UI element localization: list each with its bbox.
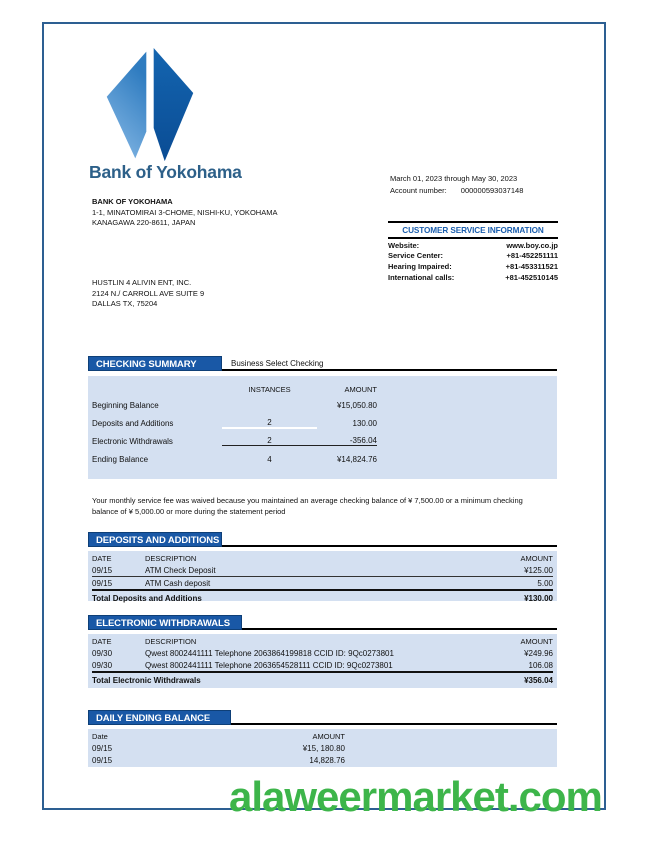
- deposits-total-amount: ¥130.00: [524, 593, 553, 603]
- withdrawals-col-amount: AMOUNT: [520, 637, 553, 646]
- daily-balance-header-rule: [231, 710, 557, 725]
- summary-row-deposits: Deposits and Additions 2 130.00: [92, 417, 377, 428]
- daily-balance-table: [88, 729, 557, 767]
- customer-service-row: [388, 262, 558, 273]
- deposit-row: 09/15 ATM Check Deposit ¥125.00: [92, 565, 553, 575]
- service-fee-note: Your monthly service fee was waived because you maintained an average checking balance of ¥ 7,500.00 or a minimum checking balance of ¥ 5,000.00 or more during the statement period: [92, 496, 523, 516]
- checking-summary-title: CHECKING SUMMARY: [88, 356, 222, 371]
- account-number-label: Account number:: [390, 185, 447, 195]
- deposits-col-date: DATE: [92, 554, 112, 563]
- daily-col-amount: AMOUNT: [312, 732, 345, 741]
- deposits-header-row: [92, 553, 553, 564]
- customer-service-row: [388, 251, 558, 262]
- withdrawals-total-label: Total Electronic Withdrawals: [92, 675, 201, 685]
- customer-service-row: [388, 273, 558, 284]
- customer-service-row: [388, 241, 558, 252]
- daily-col-date: Date: [92, 732, 108, 741]
- watermark: alaweermarket.com: [229, 773, 602, 820]
- withdrawals-section: [88, 615, 557, 630]
- withdrawals-col-description: DESCRIPTION: [145, 637, 197, 646]
- recipient-city: DALLAS TX, 75204: [92, 299, 158, 308]
- bank-logo-icon: [104, 46, 196, 164]
- withdrawals-header-row: [92, 636, 553, 647]
- recipient-street: 2124 N./ CARROLL AVE SUITE 9: [92, 288, 205, 298]
- service-label: Website:: [388, 240, 420, 250]
- statement-meta: [390, 173, 523, 196]
- deposits-title: DEPOSITS AND ADDITIONS: [88, 532, 222, 547]
- daily-balance-section: [88, 710, 557, 725]
- statement-period: March 01, 2023 through May 30, 2023: [390, 174, 518, 183]
- withdrawals-col-date: DATE: [92, 637, 112, 646]
- withdrawal-row: 09/30 Qwest 8002441111 Telephone 2063864199818 CCID ID: 9Qc0273801 ¥249.96: [92, 648, 553, 658]
- deposits-header-rule: [222, 532, 557, 547]
- statement-page: [42, 22, 606, 820]
- daily-balance-title: DAILY ENDING BALANCE: [88, 710, 231, 725]
- customer-service-rows: [388, 239, 558, 284]
- checking-summary-subtitle: Business Select Checking: [222, 356, 557, 371]
- summary-row-beginning-balance: Beginning Balance ¥15,050.80: [92, 400, 377, 410]
- deposits-col-description: DESCRIPTION: [145, 554, 197, 563]
- daily-balance-header-row: [92, 731, 553, 742]
- service-value: www.boy.co.jp: [506, 240, 558, 250]
- checking-summary-header: [88, 356, 557, 371]
- bank-address-street: 1-1, MINATOMIRAI 3-CHOME, NISHI-KU, YOKOHAMA: [92, 207, 278, 217]
- service-value: +81-452251111: [506, 251, 558, 261]
- deposits-col-amount: AMOUNT: [520, 554, 553, 563]
- bank-address: [92, 197, 277, 229]
- daily-balance-header: [88, 710, 557, 725]
- withdrawals-header-rule: [242, 615, 557, 630]
- daily-balance-row: 09/15 14,828.76: [92, 755, 345, 765]
- recipient-name: HUSTLIN 4 ALIVIN ENT, INC.: [92, 278, 192, 287]
- daily-balance-row: 09/15 ¥15, 180.80: [92, 743, 345, 753]
- withdrawals-total-row: [92, 673, 553, 687]
- deposits-total-row: [92, 591, 553, 605]
- bank-address-region: KANAGAWA 220-8611, JAPAN: [92, 218, 196, 227]
- checking-summary-table: [88, 376, 557, 479]
- withdrawals-table: [88, 634, 557, 688]
- summary-row-ending-balance: Ending Balance 4 ¥14,824.76: [92, 454, 377, 464]
- deposits-table: [88, 551, 557, 601]
- summary-col-instances: INSTANCES: [248, 384, 291, 394]
- deposits-total-label: Total Deposits and Additions: [92, 593, 202, 603]
- withdrawal-row: 09/30 Qwest 8002441111 Telephone 2063654528111 CCID ID: 9Qc0273801 106.08: [92, 660, 553, 670]
- bank-brand-name: Bank of Yokohama: [89, 162, 242, 182]
- account-number-value: 000000593037148: [460, 185, 524, 195]
- service-label: International calls:: [388, 272, 455, 282]
- account-number-row: [390, 185, 523, 197]
- summary-col-amount: AMOUNT: [344, 384, 377, 394]
- service-value: +81-452510145: [505, 272, 558, 282]
- deposits-header: [88, 532, 557, 547]
- bank-address-name: BANK OF YOKOHAMA: [92, 197, 173, 206]
- summary-row-withdrawals: Electronic Withdrawals 2 -356.04: [92, 436, 377, 446]
- checking-summary-section: [88, 356, 557, 371]
- service-label: Service Center:: [388, 251, 444, 261]
- deposits-section: [88, 532, 557, 547]
- deposit-row: 09/15 ATM Cash deposit 5.00: [92, 578, 553, 588]
- service-value: +81-453311521: [505, 262, 558, 272]
- summary-header-row: [92, 382, 553, 396]
- recipient-address: [92, 278, 204, 310]
- service-label: Hearing Impaired:: [388, 262, 452, 272]
- customer-service-title: CUSTOMER SERVICE INFORMATION: [388, 223, 558, 239]
- customer-service-box: [388, 221, 558, 284]
- withdrawals-title: ELECTRONIC WITHDRAWALS: [88, 615, 242, 630]
- withdrawals-header: [88, 615, 557, 630]
- withdrawals-total-amount: ¥356.04: [524, 675, 553, 685]
